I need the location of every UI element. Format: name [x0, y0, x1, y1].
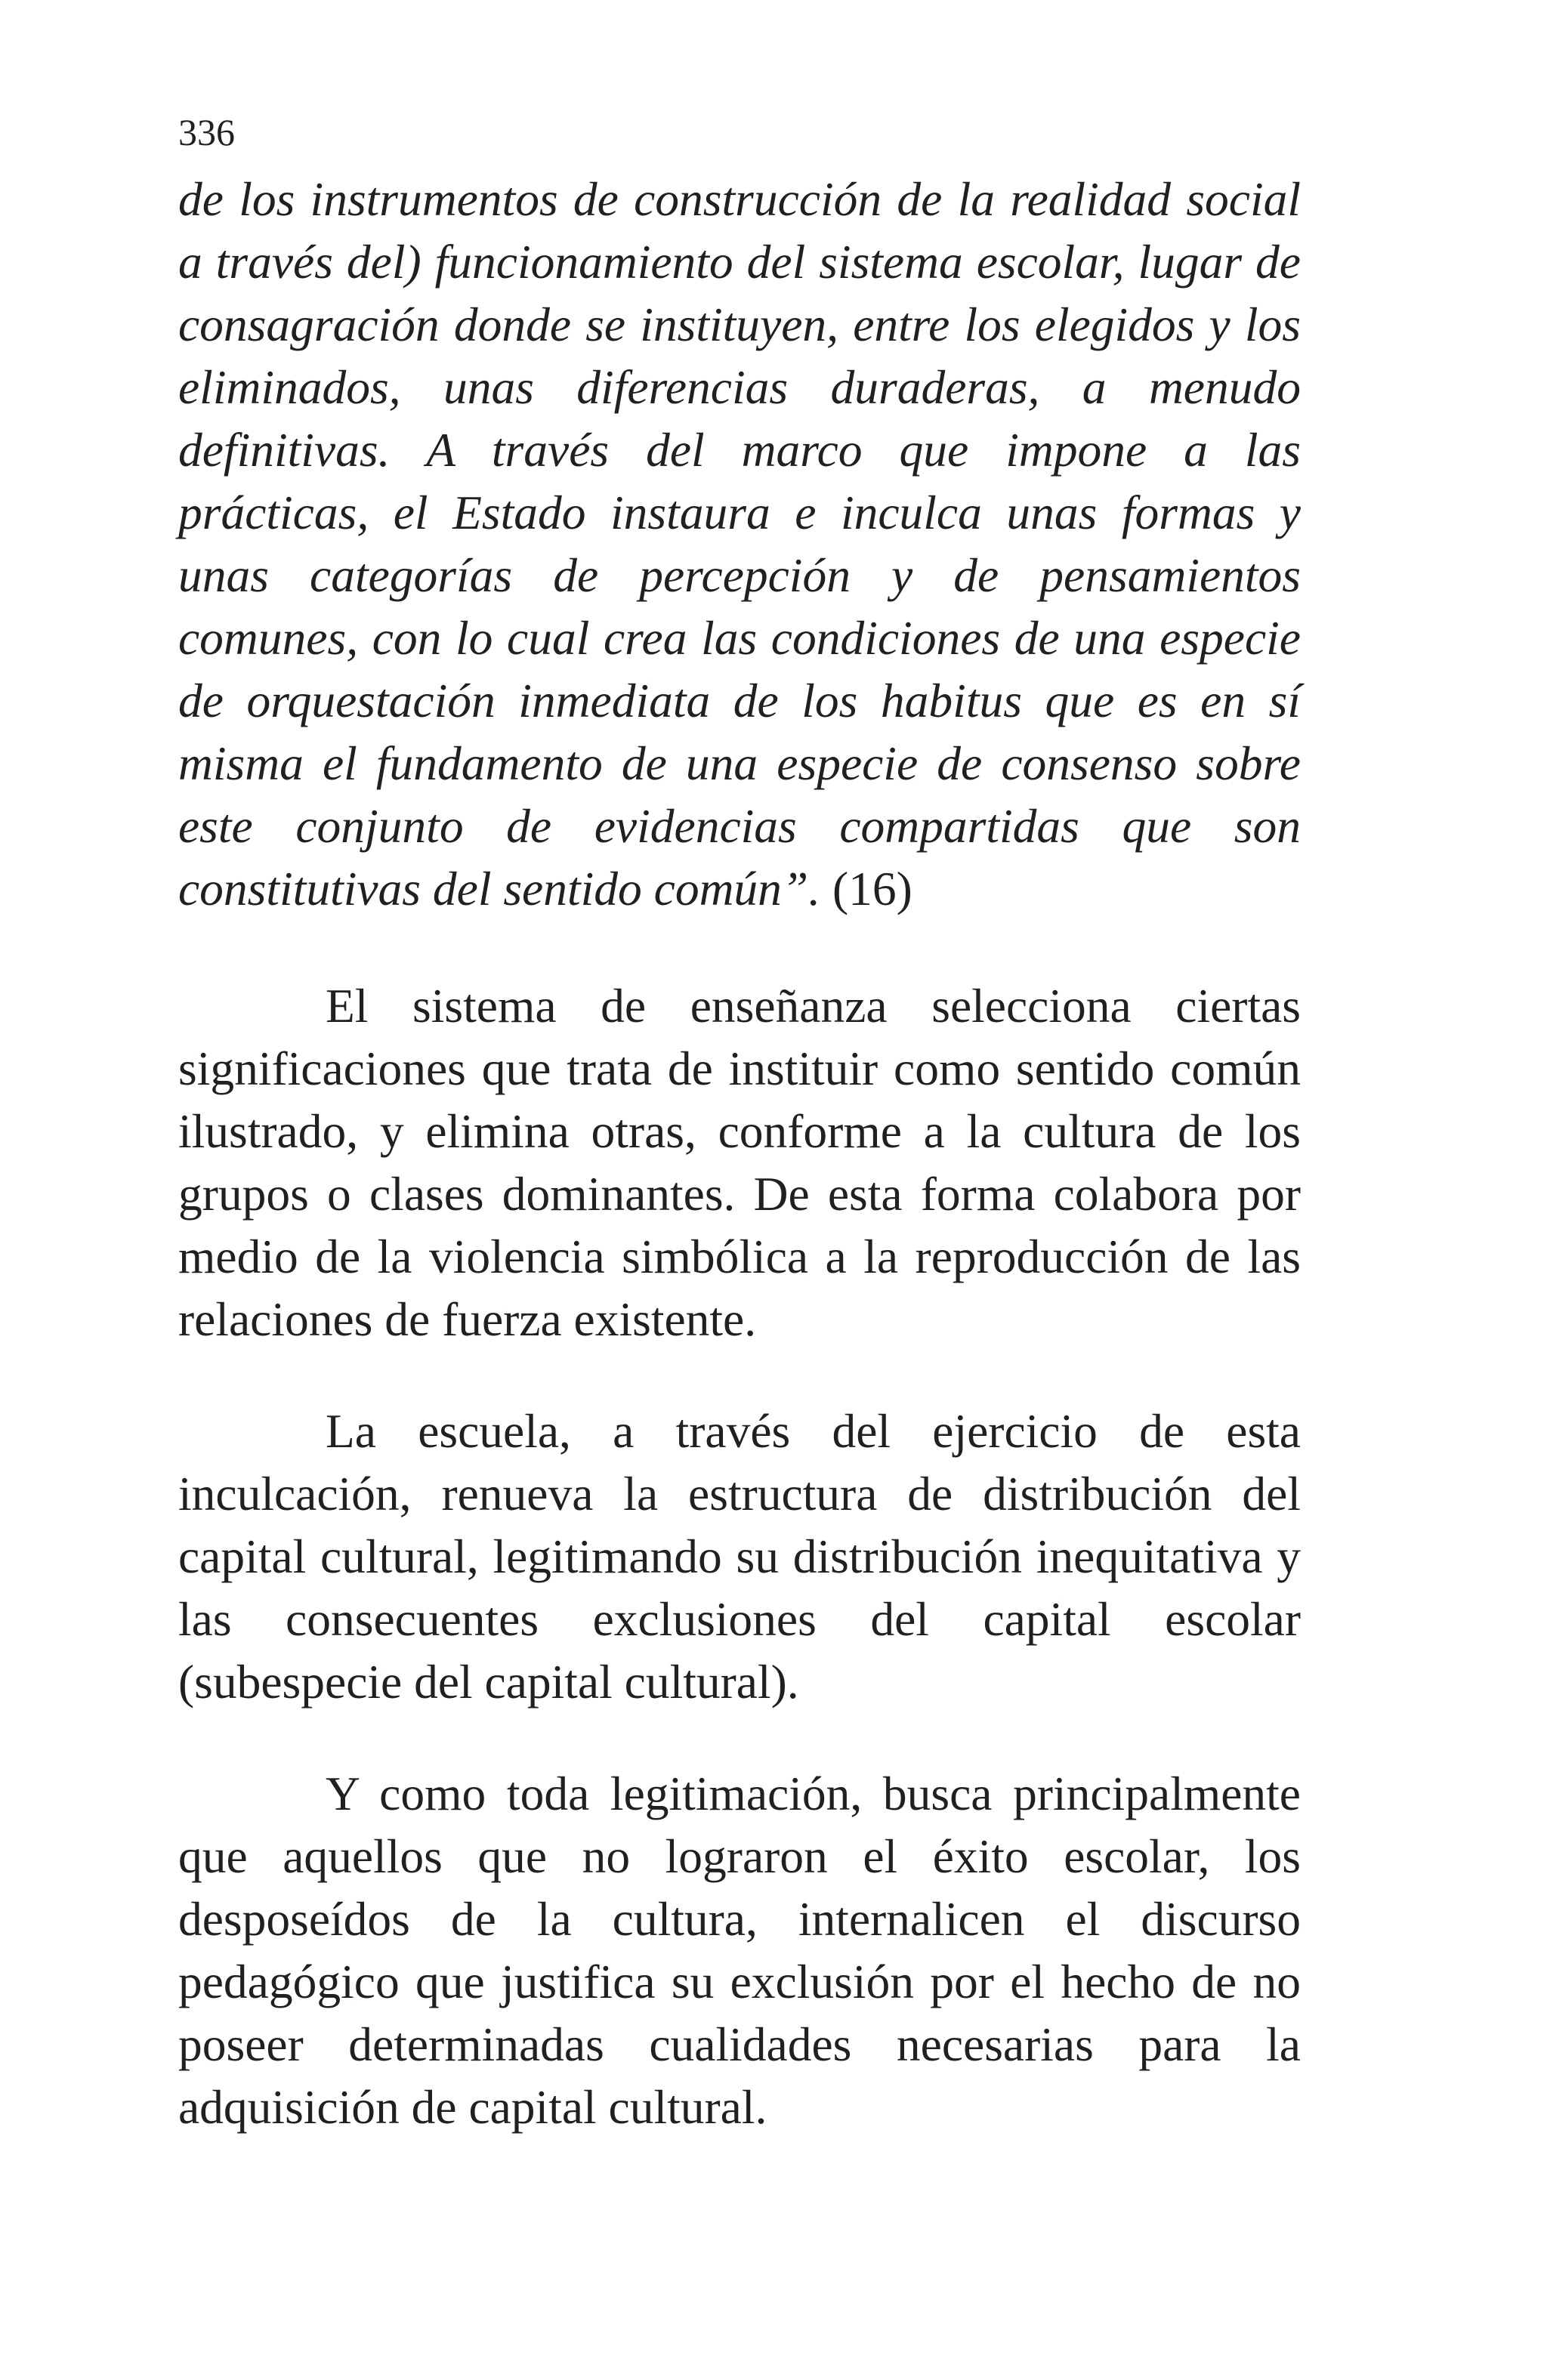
body-paragraph-1: El sistema de enseñanza selecciona ciertas significaciones que trata de instituir como sentido común ilustrado, y elimina otras, conforme a la cultura de los grupos o clases dominantes. De esta forma colabora por medio de la violencia simbólica a la reproducción de las relaciones de fuerza existente. [178, 979, 1301, 1346]
body-paragraph-2: La escuela, a través del ejercicio de esta inculcación, renueva la estructura de distribución del capital cultural, legitimando su distribución inequitativa y las consecuentes exclusiones del capital escolar (subespecie del capital cultural). [178, 1404, 1301, 1709]
body-paragraph-3: Y como toda legitimación, busca principalmente que aquellos que no lograron el éxito escolar, los desposeídos de la cultura, internalicen el discurso pedagógico que justifica su exclusión por el hecho de no poseer determinadas cualidades necesarias para la adquisición de capital cultural. [178, 1767, 1301, 2134]
page-number: 336 [178, 111, 235, 153]
quoted-passage [178, 168, 1301, 920]
quoted-passage-text: de los instrumentos de construcción de la realidad social a través del) funcionamiento del sistema escolar, lugar de consagración donde se instituyen, entre los elegidos y los eliminados, unas diferencias duraderas, a menudo definitivas. A través del marco que impone a las prácticas, el Estado instaura e inculca unas formas y unas categorías de percepción y de pensamientos comunes, con lo cual crea las condiciones de una especie de orquestación inmediata de los habitus que es en sí misma el fundamento de una especie de consenso sobre este conjunto de evidencias compartidas que son constitutivas del sentido común”. [178, 172, 1301, 915]
citation-reference: (16) [820, 862, 912, 915]
